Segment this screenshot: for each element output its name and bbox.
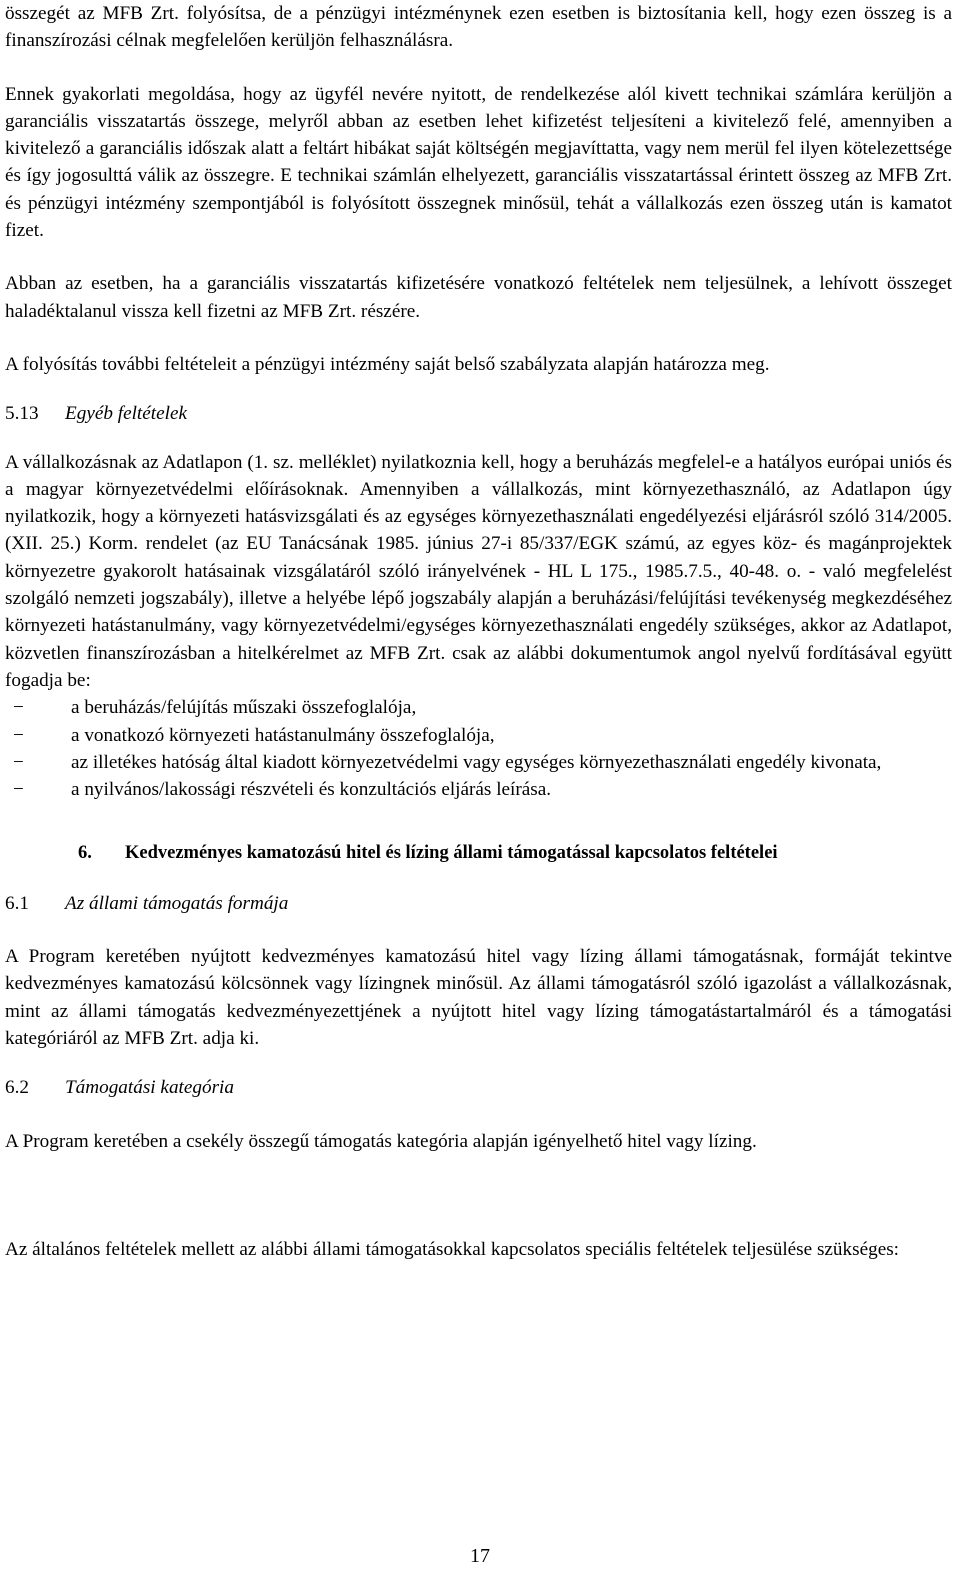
section-6-heading [5, 840, 952, 867]
section-6-title: Kedvezményes kamatozású hitel és lízing állami támogatással kapcsolatos feltételei [125, 843, 778, 864]
paragraph-support-form: A Program keretében nyújtott kedvezményes kamatozású hitel vagy lízing állami támogatásnak, formáját tekintve kedvezményes kamatozású kölcsönnek vagy lízingnek minősül. Az állami támogatásról szóló igazolást a vállalkozásnak, mint az állami támogatás kedvezményezettjének a nyújtott hitel vagy lízing támogatástartalmáról és a támogatási kategóriáról az MFB Zrt. adja ki. [5, 946, 952, 1049]
list-item [5, 776, 952, 803]
section-6-number: 6. [78, 843, 92, 864]
heading-6-2 [5, 1074, 952, 1101]
heading-6-2-number: 6.2 [5, 1077, 29, 1099]
paragraph-special-conditions: Az általános feltételek mellett az alábbi állami támogatásokkal kapcsolatos speciális feltételek teljesülése szükséges: [5, 1238, 900, 1260]
heading-5-13-title: Egyéb feltételek [65, 403, 187, 425]
heading-5-13-number: 5.13 [5, 403, 39, 425]
heading-6-2-title: Támogatási kategória [65, 1077, 234, 1099]
dash-bullet: − [13, 779, 24, 801]
paragraph-disbursement-intro: összegét az MFB Zrt. folyósítsa, de a pénzügyi intézménynek ezen esetben is biztosítania kell, hogy ezen összeg is a finanszírozási célnak megfelelően kerüljön felhasználásra. [5, 3, 952, 52]
heading-5-13 [5, 400, 952, 427]
document-page [5, 0, 952, 1263]
paragraph-environmental: A vállalkozásnak az Adatlapon (1. sz. melléklet) nyilatkoznia kell, hogy a beruházás megfelel-e a hatályos európai uniós és a magyar környezetvédelmi előírásoknak. Amennyiben a vállalkozás, mint környezethasználó, az Adatlapon úgy nyilatkozik, hogy a környezeti hatásvizsgálati és az egységes környezethasználati engedélyezési eljárásról szóló 314/2005. (XII. 25.) Korm. rendelet (az EU Tanácsának 1985. június 27-i 85/337/EGK számú, az egyes köz- és magánprojektek környezetre gyakorolt hatásainak vizsgálatáról szóló irányelvének - HL L 175., 1985.7.5., 40-48. o. - való megfelelést szolgáló nemzeti jogszabály), illetve a helyébe lépő jogszabály alapján a beruházási/felújítási tevékenység megkezdéséhez környezeti hatástanulmány, vagy környezetvédelmi/egységes környezethasználati engedély szükséges, akkor az Adatlapot, közvetlen finanszírozásban a hitelkérelmet az MFB Zrt. csak az alábbi dokumentumok angol nyelvű fordításával együtt fogadja be: [5, 451, 952, 691]
dash-bullet: − [13, 724, 24, 746]
heading-6-1-title: Az állami támogatás formája [65, 892, 289, 914]
list-item [5, 749, 952, 776]
paragraph-support-category: A Program keretében a csekély összegű támogatás kategória alapján igényelhető hitel vagy lízing. [5, 1130, 757, 1152]
paragraph-repayment: Abban az esetben, ha a garanciális visszatartás kifizetésére vonatkozó feltételek nem teljesülnek, a lehívott összeget haladéktalanul vissza kell fizetni az MFB Zrt. részére. [5, 273, 952, 322]
list-item-text: az illetékes hatóság által kiadott környezetvédelmi vagy egységes környezethasználati engedély kivonata, [71, 751, 882, 773]
dash-bullet: − [13, 751, 24, 773]
list-item-text: a beruházás/felújítás műszaki összefoglalója, [71, 697, 417, 719]
document-list [5, 694, 952, 803]
list-item [5, 694, 952, 721]
heading-6-1 [5, 890, 952, 917]
heading-6-1-number: 6.1 [5, 892, 29, 914]
paragraph-internal-rules: A folyósítás további feltételeit a pénzügyi intézmény saját belső szabályzata alapján határozza meg. [5, 353, 770, 375]
list-item-text: a nyilvános/lakossági részvételi és konzultációs eljárás leírása. [71, 779, 552, 801]
paragraph-technical-account: Ennek gyakorlati megoldása, hogy az ügyfél nevére nyitott, de rendelkezése alól kivett technikai számlára kerüljön a garanciális visszatartás összege, melyről abban az esetben lehet kifizetést teljesíteni a kivitelező felé, amennyiben a kivitelező a garanciális időszak alatt a feltárt hibákat saját költségén megjavíttatta, vagy nem merül fel ilyen kötelezettsége és így jogosulttá válik az összegre. E technikai számlán elhelyezett, garanciális visszatartással érintett összeg az MFB Zrt. és pénzügyi intézmény szempontjából is folyósított összegnek minősül, tehát a vállalkozás ezen összeg után is kamatot fizet. [5, 83, 952, 242]
page-number: 17 [470, 1545, 490, 1567]
list-item-text: a vonatkozó környezeti hatástanulmány összefoglalója, [71, 724, 495, 746]
list-item [5, 722, 952, 749]
dash-bullet: − [13, 697, 24, 719]
